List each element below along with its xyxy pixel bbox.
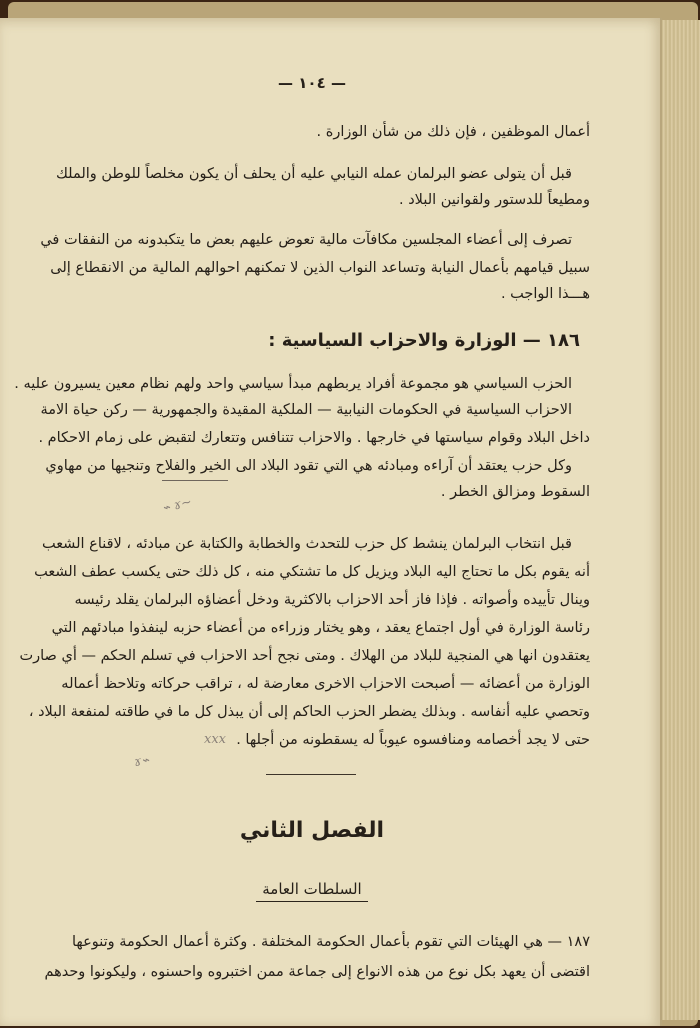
text-line: وكل حزب يعتقد أن آراءه ومبادئه هي التي تقود البلاد الى الخير والفلاح وتنجيها من مهاوي (45, 458, 572, 474)
text-line: داخل البلاد وقوام سياستها في خارجها . والاحزاب تتنافس وتتعارك لتقبض على زمام الاحكام . (38, 430, 590, 446)
section-divider (266, 774, 356, 775)
text-line: رئاسة الوزارة في أول اجتماع يعقد ، وهو يختار وزراءه من أعضاء حزبه لينفذوا مبادئهم التي (51, 620, 590, 636)
page-number: — ١٠٤ — (278, 74, 346, 92)
section-heading-186: ١٨٦ — الوزارة والاحزاب السياسية : (268, 330, 580, 351)
text-line: السقوط ومزالق الخطر . (440, 484, 590, 500)
text-line: وينال تأييده وأصواته . فإذا فاز أحد الاحزاب بالاكثرية ودخل أعضاؤه البرلمان يقلد رئيسه (74, 592, 590, 608)
chapter-title: الفصل الثاني (239, 818, 385, 843)
section-title-text: السلطات العامة (256, 880, 367, 902)
text-line: يعتقدون انها هي المنجية للبلاد من الهلاك . ومتى نجح أحد الاحزاب في تسلم الحكم — أي صارت (19, 648, 590, 664)
text-line: الوزارة من أعضائه — أصبحت الاحزاب الاخرى معارضة له ، تراقب حركاته وتلاحظ أعماله (61, 676, 590, 692)
text-line: وتحصي عليه أنفاسه . وبذلك يضطر الحزب الحاكم إلى أن يبذل كل ما في طاقته لمنفعة البلاد ، (28, 704, 590, 720)
text-line: اقتضى أن يعهد بكل نوع من هذه الانواع إلى جماعة ممن اختبروه واحسنوه ، وليكونوا وحدهم (44, 964, 590, 980)
text-line: تصرف إلى أعضاء المجلسين مكافآت مالية تعوض عليهم بعض ما يتكبدونه من النفقات في (40, 232, 572, 248)
section-title (34, 880, 590, 898)
text-line: الحزب السياسي هو مجموعة أفراد يربطهم مبدأ سياسي واحد ولهم نظام معين يسيرون عليه . (14, 376, 572, 392)
text-line: سبيل قيامهم بأعمال النيابة وتساعد النواب الذين لا تمكنهم احوالهم المالية من الانقطاع إلى (50, 260, 590, 276)
pencil-scribble: ⌁ɤ (132, 752, 151, 771)
text-line: أنه يقوم بكل ما تحتاج اليه البلاد ويزيل كل ما تشتكي منه ، كل ذلك حتى يكسب عطف الشعب (34, 564, 590, 580)
text-line: قبل أن يتولى عضو البرلمان عمله النيابي عليه أن يحلف أن يكون مخلصاً للوطن والملك (55, 166, 572, 182)
text-line: ١٨٧ — هي الهيئات التي تقوم بأعمال الحكومة المختلفة . وكثرة أعمال الحكومة وتنوعها (72, 934, 590, 950)
pencil-annotation: ~ɤ ⌁ (160, 494, 194, 517)
pencil-underline (162, 480, 228, 481)
book-page (0, 18, 662, 1026)
text-line: الاحزاب السياسية في الحكومات النيابية — الملكية المقيدة والجمهورية — ركن حياة الامة (40, 402, 572, 418)
text-line: قبل انتخاب البرلمان ينشط كل حزب للتحدث والخطابة والكتابة عن مبادئه ، لاقناع الشعب (41, 536, 572, 552)
text-line: حتى لا يجد أخصامه ومنافسوه عيوباً له يسقطونه من أجلها . (236, 732, 590, 748)
text-line: ومطيعاً للدستور ولقوانين البلاد . (399, 192, 590, 208)
text-line: أعمال الموظفين ، فإن ذلك من شأن الوزارة . (316, 124, 590, 140)
pencil-scribble: ⅹⅹⅹ (204, 732, 226, 747)
page-content (14, 18, 590, 1018)
text-line: هـــذا الواجب . (500, 286, 590, 302)
